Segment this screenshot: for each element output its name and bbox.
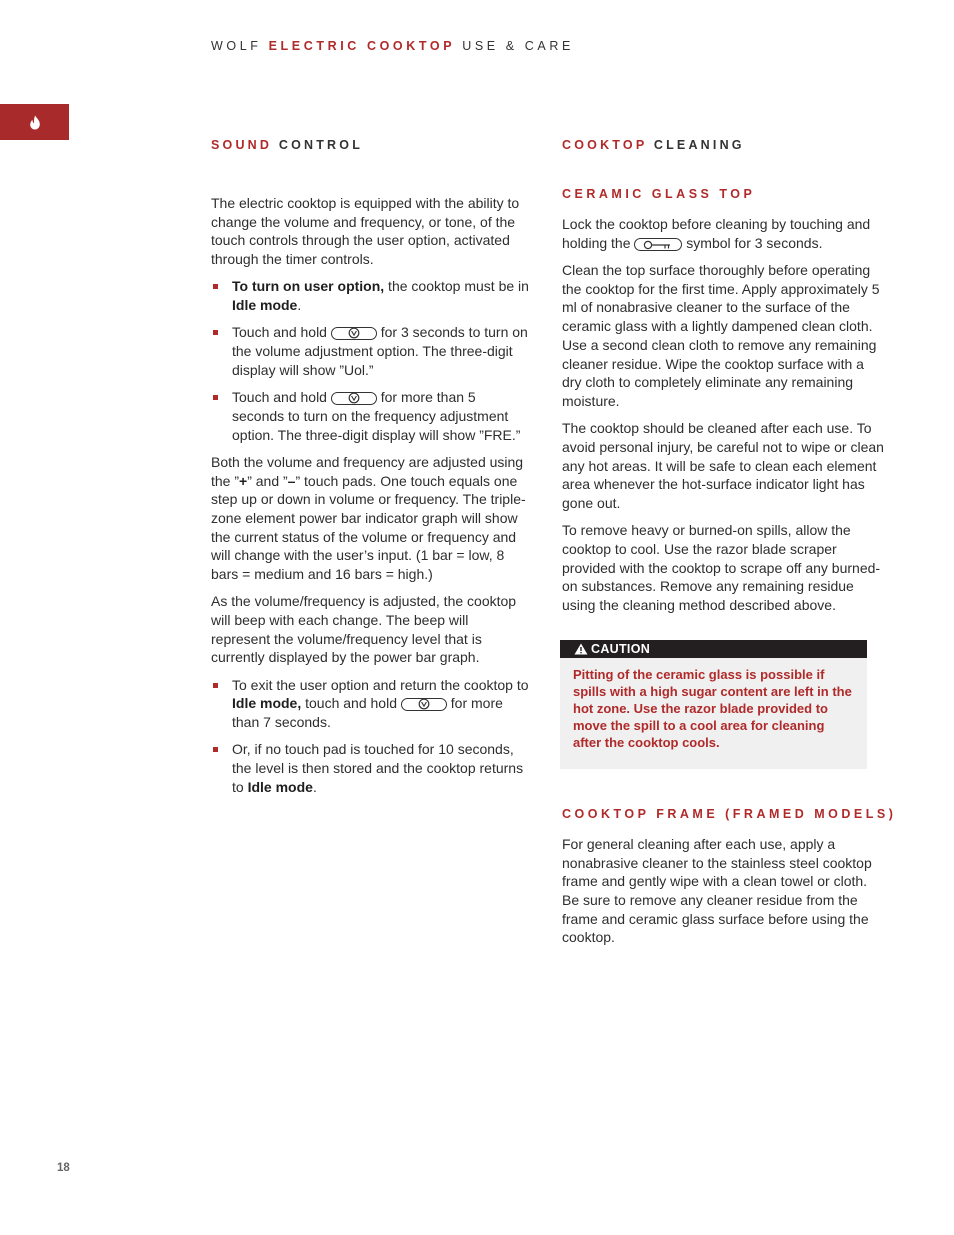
- list-item: Touch and hold for more than 5 seconds to turn on the frequency adjustment option. The three-digit display will show ”FRE.”: [211, 388, 529, 444]
- bullet-square: [213, 284, 218, 289]
- cooktop-frame-subheading: COOKTOP FRAME (FRAMED MODELS): [562, 806, 897, 821]
- sound-control-column: [211, 136, 529, 805]
- header-product: ELECTRIC COOKTOP: [268, 39, 456, 53]
- caution-text: Pitting of the ceramic glass is possible if spills with a high sugar content are left in the hot zone. Use the razor blade provided to move the spill to a cool area for cleaning after the cooktop cools.: [573, 666, 852, 750]
- caution-box: [560, 640, 867, 769]
- lock-key-icon: [634, 238, 682, 251]
- page-number: 18: [57, 1162, 70, 1174]
- bullet-square: [213, 683, 218, 688]
- cooktop-cleaning-column: [562, 136, 897, 956]
- beep-paragraph: As the volume/frequency is adjusted, the cooktop will beep with each change. The beep will represent the volume/frequency level that is currently displayed by the power bar graph.: [211, 593, 517, 666]
- list-item: Or, if no touch pad is touched for 10 seconds, the level is then stored and the cooktop returns to Idle mode.: [211, 740, 529, 796]
- timer-pad-icon: [331, 327, 377, 340]
- bullet-square: [213, 330, 218, 335]
- sound-intro: The electric cooktop is equipped with the ability to change the volume and frequency, or tone, of the touch controls through the user option, activated through the timer controls.: [211, 195, 520, 268]
- sound-steps-list: [211, 277, 529, 444]
- frame-cleaning-paragraph: For general cleaning after each use, apply a nonabrasive cleaner to the stainless steel cooktop frame and gently wipe with a clean towel or cloth. Be sure to remove any cleaner residue from the frame and ceramic glass surface before using the cooktop.: [562, 835, 872, 946]
- timer-pad-icon: [401, 698, 447, 711]
- section-tab: [0, 104, 69, 140]
- exit-steps-list: [211, 676, 529, 797]
- header-brand: WOLF: [211, 39, 262, 53]
- bullet-square: [213, 395, 218, 400]
- warning-icon: [574, 643, 588, 655]
- flame-icon: [29, 115, 41, 130]
- volume-frequency-paragraph: Both the volume and frequency are adjusted using the ”+” and ”–” touch pads. One touch equals one step up or down in volume or frequency. The triple-zone element power bar indicator graph will show the current status of the volume or frequency and will change with the user’s input. (1 bar = low, 8 bars = medium and 16 bars = high.): [211, 453, 526, 583]
- lock-paragraph: Lock the cooktop before cleaning by touching and holding the symbol for 3 seconds.: [562, 216, 871, 251]
- list-item: To turn on user option, the cooktop must be in Idle mode.: [211, 277, 529, 314]
- running-header: [211, 39, 574, 53]
- first-clean-paragraph: Clean the top surface thoroughly before operating the cooktop for the first time. Apply approximately 5 ml of nonabrasive cleaner to the surface of the ceramic glass with a lightly dampened clean cloth. Use a second clean cloth to remove any remaining cleaner residue. Wipe the cooktop surface with a dry cloth to completely eliminate any remaining moisture.: [562, 262, 880, 409]
- bullet-square: [213, 747, 218, 752]
- spills-paragraph: To remove heavy or burned-on spills, allow the cooktop to cool. Use the razor blade scraper provided with the cooktop to scrape off any burned-on substances. Remove any remaining residue using the cleaning method described above.: [562, 522, 881, 614]
- after-use-paragraph: The cooktop should be cleaned after each use. To avoid personal injury, be careful not to wipe or clean any hot areas. It will be safe to clean each element area whenever the hot-surface indicator light has gone out.: [562, 420, 884, 512]
- ceramic-glass-subheading: CERAMIC GLASS TOP: [562, 187, 756, 201]
- timer-pad-icon: [331, 392, 377, 405]
- list-item: To exit the user option and return the cooktop to Idle mode, touch and hold for more than 7 seconds.: [211, 676, 529, 732]
- header-suffix: USE & CARE: [462, 39, 574, 53]
- sound-control-heading: SOUND CONTROL: [211, 138, 364, 152]
- caution-header: CAUTION: [560, 640, 867, 658]
- list-item: Touch and hold for 3 seconds to turn on the volume adjustment option. The three-digit display will show ”Uol.”: [211, 323, 529, 379]
- cooktop-cleaning-heading: COOKTOP CLEANING: [562, 138, 745, 152]
